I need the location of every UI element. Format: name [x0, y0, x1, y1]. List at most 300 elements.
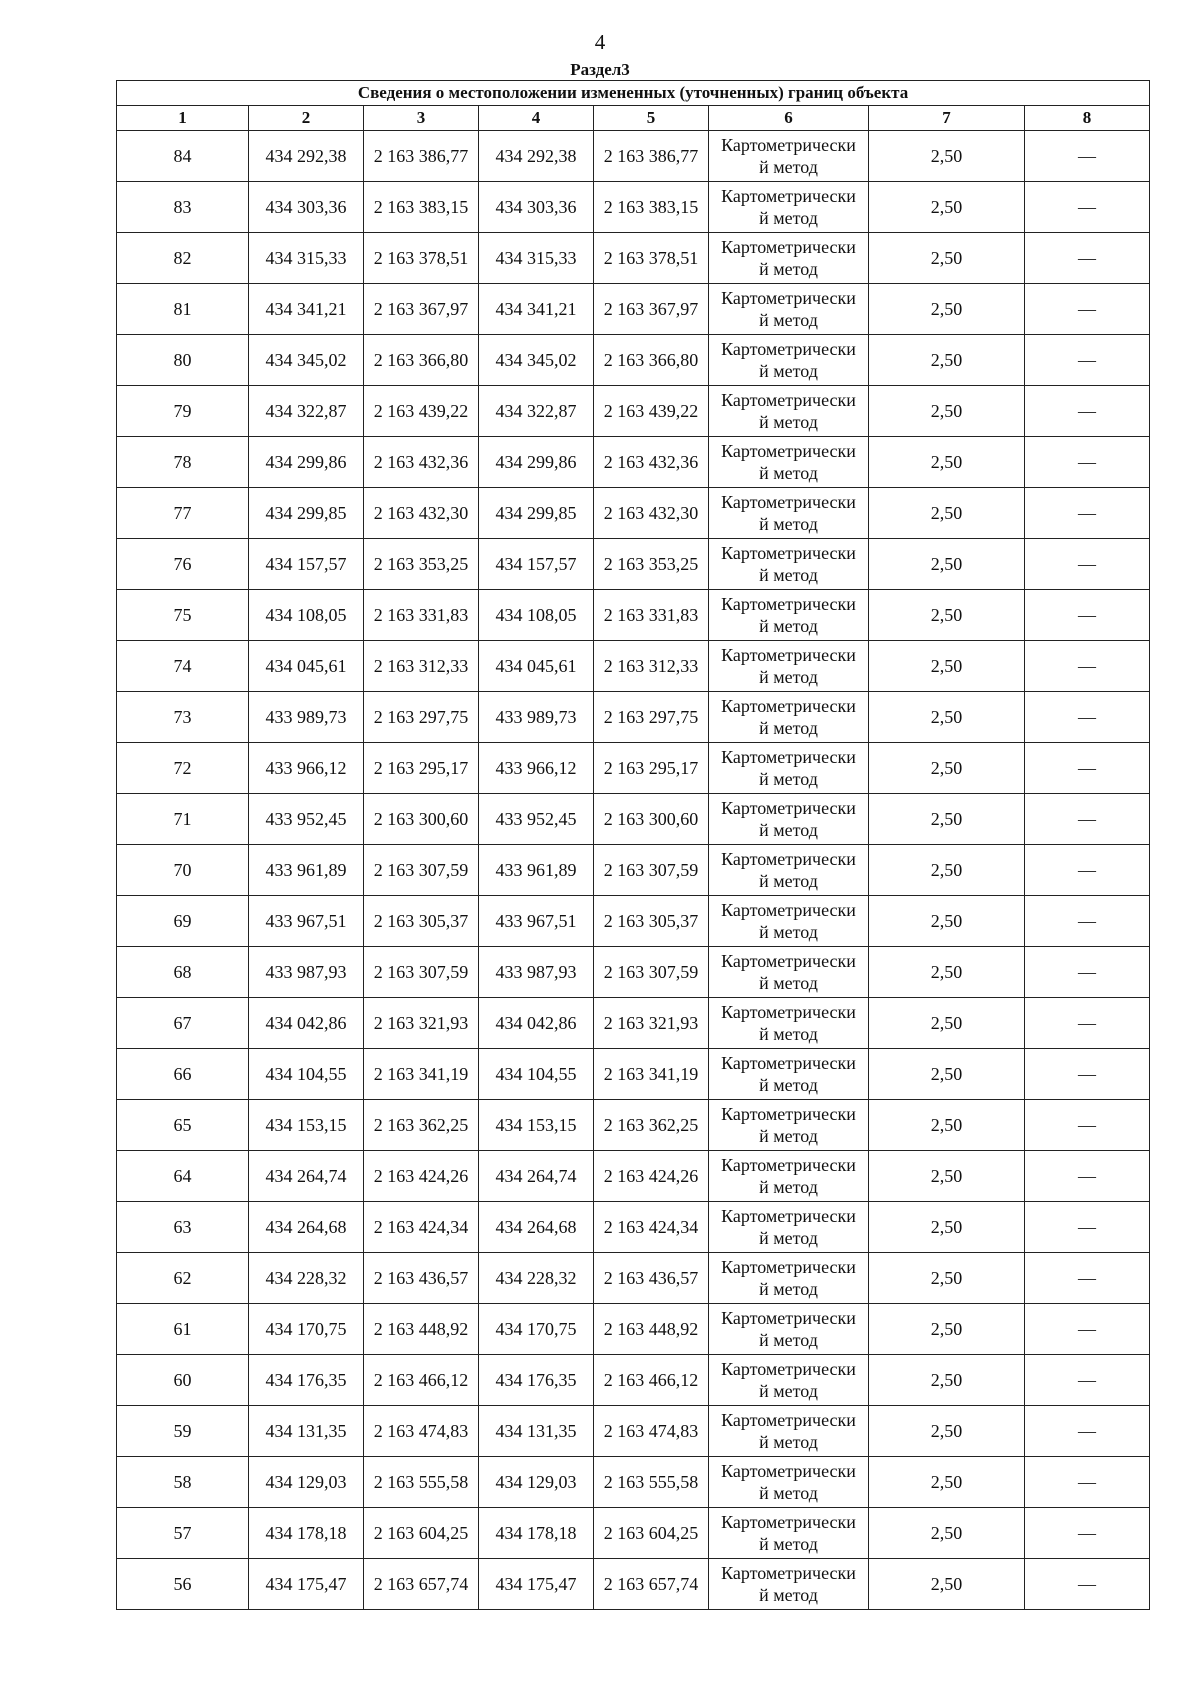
accuracy-cell: 2,50 [869, 1202, 1025, 1253]
description-cell: — [1025, 1304, 1150, 1355]
x-old-cell: 434 042,86 [249, 998, 364, 1049]
method-text-line-1: Картометрически [721, 696, 856, 716]
method-text-line-2: й метод [759, 157, 818, 177]
method-text-line-2: й метод [759, 514, 818, 534]
y-new-cell: 2 163 312,33 [594, 641, 709, 692]
x-new-cell: 434 228,32 [479, 1253, 594, 1304]
x-new-cell: 433 989,73 [479, 692, 594, 743]
accuracy-cell: 2,50 [869, 182, 1025, 233]
y-new-cell: 2 163 321,93 [594, 998, 709, 1049]
table-row [117, 131, 1150, 182]
y-new-cell: 2 163 439,22 [594, 386, 709, 437]
method-text-line-2: й метод [759, 871, 818, 891]
x-old-cell: 434 299,85 [249, 488, 364, 539]
method-text-line-2: й метод [759, 1585, 818, 1605]
description-cell: — [1025, 1508, 1150, 1559]
x-old-cell: 433 967,51 [249, 896, 364, 947]
point-number-cell: 79 [117, 386, 249, 437]
y-old-cell: 2 163 307,59 [364, 845, 479, 896]
method-text-line-1: Картометрически [721, 237, 856, 257]
point-number-cell: 75 [117, 590, 249, 641]
table-row [117, 998, 1150, 1049]
method-cell [709, 335, 869, 386]
point-number-cell: 62 [117, 1253, 249, 1304]
x-new-cell: 434 153,15 [479, 1100, 594, 1151]
y-new-cell: 2 163 432,30 [594, 488, 709, 539]
method-text-line-2: й метод [759, 565, 818, 585]
table-row [117, 692, 1150, 743]
method-text-line-2: й метод [759, 208, 818, 228]
method-cell [709, 1406, 869, 1457]
x-old-cell: 434 303,36 [249, 182, 364, 233]
method-text-line-1: Картометрически [721, 1206, 856, 1226]
column-number-1: 1 [117, 106, 249, 131]
method-cell [709, 1559, 869, 1610]
x-old-cell: 434 108,05 [249, 590, 364, 641]
accuracy-cell: 2,50 [869, 1151, 1025, 1202]
y-old-cell: 2 163 439,22 [364, 386, 479, 437]
accuracy-cell: 2,50 [869, 947, 1025, 998]
y-new-cell: 2 163 353,25 [594, 539, 709, 590]
point-number-cell: 59 [117, 1406, 249, 1457]
x-old-cell: 434 045,61 [249, 641, 364, 692]
accuracy-cell: 2,50 [869, 1508, 1025, 1559]
accuracy-cell: 2,50 [869, 335, 1025, 386]
method-text-line-1: Картометрически [721, 186, 856, 206]
method-text-line-2: й метод [759, 1534, 818, 1554]
description-cell: — [1025, 1100, 1150, 1151]
y-old-cell: 2 163 466,12 [364, 1355, 479, 1406]
y-old-cell: 2 163 300,60 [364, 794, 479, 845]
point-number-cell: 72 [117, 743, 249, 794]
method-cell [709, 1304, 869, 1355]
y-old-cell: 2 163 383,15 [364, 182, 479, 233]
y-old-cell: 2 163 604,25 [364, 1508, 479, 1559]
method-cell [709, 896, 869, 947]
method-cell [709, 1253, 869, 1304]
point-number-cell: 84 [117, 131, 249, 182]
description-cell: — [1025, 1202, 1150, 1253]
table-row [117, 233, 1150, 284]
point-number-cell: 78 [117, 437, 249, 488]
column-number-5: 5 [594, 106, 709, 131]
description-cell: — [1025, 284, 1150, 335]
x-new-cell: 433 967,51 [479, 896, 594, 947]
table-row [117, 896, 1150, 947]
point-number-cell: 56 [117, 1559, 249, 1610]
y-new-cell: 2 163 307,59 [594, 947, 709, 998]
accuracy-cell: 2,50 [869, 386, 1025, 437]
y-new-cell: 2 163 386,77 [594, 131, 709, 182]
method-text-line-2: й метод [759, 1381, 818, 1401]
accuracy-cell: 2,50 [869, 131, 1025, 182]
description-cell: — [1025, 998, 1150, 1049]
table-row [117, 1355, 1150, 1406]
method-text-line-1: Картометрически [721, 1359, 856, 1379]
table-row [117, 1049, 1150, 1100]
x-new-cell: 434 292,38 [479, 131, 594, 182]
column-number-3: 3 [364, 106, 479, 131]
method-text-line-1: Картометрически [721, 1563, 856, 1583]
x-old-cell: 433 966,12 [249, 743, 364, 794]
point-number-cell: 82 [117, 233, 249, 284]
accuracy-cell: 2,50 [869, 539, 1025, 590]
table-row [117, 590, 1150, 641]
table-row [117, 1457, 1150, 1508]
method-text-line-1: Картометрически [721, 1104, 856, 1124]
y-old-cell: 2 163 436,57 [364, 1253, 479, 1304]
column-number-8: 8 [1025, 106, 1150, 131]
method-text-line-2: й метод [759, 820, 818, 840]
y-old-cell: 2 163 295,17 [364, 743, 479, 794]
accuracy-cell: 2,50 [869, 845, 1025, 896]
y-new-cell: 2 163 436,57 [594, 1253, 709, 1304]
x-old-cell: 434 264,74 [249, 1151, 364, 1202]
description-cell: — [1025, 437, 1150, 488]
description-cell: — [1025, 1355, 1150, 1406]
accuracy-cell: 2,50 [869, 1559, 1025, 1610]
method-cell [709, 998, 869, 1049]
column-number-2: 2 [249, 106, 364, 131]
point-number-cell: 81 [117, 284, 249, 335]
accuracy-cell: 2,50 [869, 1304, 1025, 1355]
table-row [117, 1304, 1150, 1355]
table-row [117, 845, 1150, 896]
method-text-line-1: Картометрически [721, 1461, 856, 1481]
method-cell [709, 1049, 869, 1100]
y-new-cell: 2 163 448,92 [594, 1304, 709, 1355]
method-text-line-2: й метод [759, 412, 818, 432]
method-cell [709, 539, 869, 590]
y-new-cell: 2 163 474,83 [594, 1406, 709, 1457]
method-text-line-1: Картометрически [721, 645, 856, 665]
table-row [117, 1559, 1150, 1610]
method-text-line-2: й метод [759, 1432, 818, 1452]
x-new-cell: 434 341,21 [479, 284, 594, 335]
method-text-line-2: й метод [759, 1330, 818, 1350]
y-old-cell: 2 163 474,83 [364, 1406, 479, 1457]
method-cell [709, 1100, 869, 1151]
method-cell [709, 488, 869, 539]
x-old-cell: 434 341,21 [249, 284, 364, 335]
description-cell: — [1025, 1253, 1150, 1304]
x-old-cell: 433 952,45 [249, 794, 364, 845]
y-new-cell: 2 163 362,25 [594, 1100, 709, 1151]
y-old-cell: 2 163 657,74 [364, 1559, 479, 1610]
table-row [117, 1202, 1150, 1253]
y-old-cell: 2 163 424,34 [364, 1202, 479, 1253]
method-cell [709, 1508, 869, 1559]
accuracy-cell: 2,50 [869, 284, 1025, 335]
y-old-cell: 2 163 297,75 [364, 692, 479, 743]
y-old-cell: 2 163 448,92 [364, 1304, 479, 1355]
y-old-cell: 2 163 312,33 [364, 641, 479, 692]
accuracy-cell: 2,50 [869, 998, 1025, 1049]
point-number-cell: 76 [117, 539, 249, 590]
method-text-line-1: Картометрически [721, 1410, 856, 1430]
description-cell: — [1025, 1559, 1150, 1610]
x-new-cell: 434 264,68 [479, 1202, 594, 1253]
point-number-cell: 63 [117, 1202, 249, 1253]
x-new-cell: 434 175,47 [479, 1559, 594, 1610]
x-new-cell: 434 170,75 [479, 1304, 594, 1355]
y-old-cell: 2 163 307,59 [364, 947, 479, 998]
accuracy-cell: 2,50 [869, 743, 1025, 794]
method-cell [709, 1151, 869, 1202]
method-text-line-1: Картометрически [721, 1512, 856, 1532]
method-text-line-1: Картометрически [721, 492, 856, 512]
accuracy-cell: 2,50 [869, 1049, 1025, 1100]
method-text-line-2: й метод [759, 973, 818, 993]
x-new-cell: 434 042,86 [479, 998, 594, 1049]
x-new-cell: 434 315,33 [479, 233, 594, 284]
description-cell: — [1025, 692, 1150, 743]
method-text-line-1: Картометрически [721, 1155, 856, 1175]
description-cell: — [1025, 539, 1150, 590]
method-cell [709, 743, 869, 794]
x-new-cell: 434 157,57 [479, 539, 594, 590]
y-old-cell: 2 163 367,97 [364, 284, 479, 335]
y-old-cell: 2 163 353,25 [364, 539, 479, 590]
table-row [117, 1100, 1150, 1151]
method-text-line-1: Картометрически [721, 543, 856, 563]
x-new-cell: 434 108,05 [479, 590, 594, 641]
x-old-cell: 434 175,47 [249, 1559, 364, 1610]
table-row [117, 743, 1150, 794]
column-number-7: 7 [869, 106, 1025, 131]
table-row [117, 641, 1150, 692]
x-new-cell: 434 264,74 [479, 1151, 594, 1202]
point-number-cell: 80 [117, 335, 249, 386]
description-cell: — [1025, 335, 1150, 386]
method-cell [709, 692, 869, 743]
method-text-line-2: й метод [759, 1024, 818, 1044]
method-text-line-1: Картометрически [721, 1002, 856, 1022]
x-old-cell: 434 228,32 [249, 1253, 364, 1304]
description-cell: — [1025, 233, 1150, 284]
method-cell [709, 284, 869, 335]
method-text-line-2: й метод [759, 922, 818, 942]
method-text-line-1: Картометрически [721, 594, 856, 614]
x-old-cell: 434 170,75 [249, 1304, 364, 1355]
method-text-line-1: Картометрически [721, 849, 856, 869]
x-old-cell: 434 322,87 [249, 386, 364, 437]
method-cell [709, 1202, 869, 1253]
description-cell: — [1025, 947, 1150, 998]
y-old-cell: 2 163 555,58 [364, 1457, 479, 1508]
point-number-cell: 61 [117, 1304, 249, 1355]
description-cell: — [1025, 1457, 1150, 1508]
method-text-line-2: й метод [759, 718, 818, 738]
method-cell [709, 641, 869, 692]
x-old-cell: 434 176,35 [249, 1355, 364, 1406]
x-new-cell: 434 299,85 [479, 488, 594, 539]
y-new-cell: 2 163 424,26 [594, 1151, 709, 1202]
x-old-cell: 434 315,33 [249, 233, 364, 284]
method-text-line-2: й метод [759, 769, 818, 789]
y-new-cell: 2 163 331,83 [594, 590, 709, 641]
description-cell: — [1025, 590, 1150, 641]
accuracy-cell: 2,50 [869, 896, 1025, 947]
y-new-cell: 2 163 367,97 [594, 284, 709, 335]
x-new-cell: 433 987,93 [479, 947, 594, 998]
y-new-cell: 2 163 657,74 [594, 1559, 709, 1610]
description-cell: — [1025, 1151, 1150, 1202]
table-row [117, 947, 1150, 998]
method-text-line-1: Картометрически [721, 1053, 856, 1073]
method-text-line-2: й метод [759, 361, 818, 381]
table-row [117, 335, 1150, 386]
method-text-line-1: Картометрически [721, 1308, 856, 1328]
y-new-cell: 2 163 604,25 [594, 1508, 709, 1559]
method-cell [709, 386, 869, 437]
table-row [117, 386, 1150, 437]
y-old-cell: 2 163 362,25 [364, 1100, 479, 1151]
point-number-cell: 74 [117, 641, 249, 692]
accuracy-cell: 2,50 [869, 233, 1025, 284]
y-old-cell: 2 163 386,77 [364, 131, 479, 182]
column-number-4: 4 [479, 106, 594, 131]
method-text-line-2: й метод [759, 1126, 818, 1146]
accuracy-cell: 2,50 [869, 1100, 1025, 1151]
x-old-cell: 433 961,89 [249, 845, 364, 896]
y-new-cell: 2 163 366,80 [594, 335, 709, 386]
x-new-cell: 434 045,61 [479, 641, 594, 692]
point-number-cell: 67 [117, 998, 249, 1049]
y-new-cell: 2 163 378,51 [594, 233, 709, 284]
method-cell [709, 1457, 869, 1508]
table-row [117, 182, 1150, 233]
accuracy-cell: 2,50 [869, 1253, 1025, 1304]
x-old-cell: 434 292,38 [249, 131, 364, 182]
y-old-cell: 2 163 432,36 [364, 437, 479, 488]
y-old-cell: 2 163 305,37 [364, 896, 479, 947]
method-text-line-1: Картометрически [721, 339, 856, 359]
table-row [117, 1508, 1150, 1559]
point-number-cell: 68 [117, 947, 249, 998]
description-cell: — [1025, 845, 1150, 896]
x-old-cell: 434 129,03 [249, 1457, 364, 1508]
accuracy-cell: 2,50 [869, 692, 1025, 743]
x-new-cell: 434 176,35 [479, 1355, 594, 1406]
method-text-line-2: й метод [759, 667, 818, 687]
method-cell [709, 1355, 869, 1406]
method-text-line-2: й метод [759, 1483, 818, 1503]
x-old-cell: 433 987,93 [249, 947, 364, 998]
accuracy-cell: 2,50 [869, 590, 1025, 641]
y-new-cell: 2 163 383,15 [594, 182, 709, 233]
accuracy-cell: 2,50 [869, 794, 1025, 845]
method-text-line-1: Картометрически [721, 135, 856, 155]
y-old-cell: 2 163 378,51 [364, 233, 479, 284]
method-cell [709, 131, 869, 182]
table-row [117, 1151, 1150, 1202]
method-cell [709, 845, 869, 896]
y-old-cell: 2 163 424,26 [364, 1151, 479, 1202]
table-body [117, 131, 1150, 1610]
table-row [117, 539, 1150, 590]
method-cell [709, 233, 869, 284]
x-old-cell: 434 157,57 [249, 539, 364, 590]
method-text-line-1: Картометрически [721, 900, 856, 920]
y-new-cell: 2 163 555,58 [594, 1457, 709, 1508]
method-cell [709, 947, 869, 998]
method-text-line-2: й метод [759, 463, 818, 483]
description-cell: — [1025, 1049, 1150, 1100]
x-new-cell: 433 966,12 [479, 743, 594, 794]
accuracy-cell: 2,50 [869, 488, 1025, 539]
table-caption: Сведения о местоположении измененных (уточненных) границ объекта [117, 81, 1150, 106]
boundary-coordinates-table [116, 80, 1150, 1610]
method-text-line-2: й метод [759, 259, 818, 279]
accuracy-cell: 2,50 [869, 437, 1025, 488]
point-number-cell: 71 [117, 794, 249, 845]
method-text-line-2: й метод [759, 1177, 818, 1197]
description-cell: — [1025, 488, 1150, 539]
method-text-line-1: Картометрически [721, 441, 856, 461]
y-old-cell: 2 163 341,19 [364, 1049, 479, 1100]
x-new-cell: 434 178,18 [479, 1508, 594, 1559]
x-old-cell: 434 299,86 [249, 437, 364, 488]
point-number-cell: 77 [117, 488, 249, 539]
method-text-line-1: Картометрически [721, 798, 856, 818]
x-new-cell: 434 345,02 [479, 335, 594, 386]
method-cell [709, 182, 869, 233]
x-new-cell: 434 131,35 [479, 1406, 594, 1457]
point-number-cell: 57 [117, 1508, 249, 1559]
point-number-cell: 65 [117, 1100, 249, 1151]
method-text-line-2: й метод [759, 1279, 818, 1299]
x-old-cell: 433 989,73 [249, 692, 364, 743]
method-text-line-1: Картометрически [721, 1257, 856, 1277]
page-number: 4 [594, 30, 606, 54]
y-new-cell: 2 163 341,19 [594, 1049, 709, 1100]
point-number-cell: 60 [117, 1355, 249, 1406]
accuracy-cell: 2,50 [869, 1406, 1025, 1457]
description-cell: — [1025, 1406, 1150, 1457]
column-number-6: 6 [709, 106, 869, 131]
x-old-cell: 434 264,68 [249, 1202, 364, 1253]
method-text-line-2: й метод [759, 1228, 818, 1248]
y-new-cell: 2 163 432,36 [594, 437, 709, 488]
x-old-cell: 434 153,15 [249, 1100, 364, 1151]
method-cell [709, 437, 869, 488]
x-old-cell: 434 345,02 [249, 335, 364, 386]
y-old-cell: 2 163 366,80 [364, 335, 479, 386]
y-old-cell: 2 163 331,83 [364, 590, 479, 641]
method-text-line-2: й метод [759, 616, 818, 636]
table-row [117, 1406, 1150, 1457]
table-row [117, 794, 1150, 845]
section-title: Раздел3 [570, 60, 630, 79]
x-old-cell: 434 104,55 [249, 1049, 364, 1100]
description-cell: — [1025, 386, 1150, 437]
description-cell: — [1025, 794, 1150, 845]
method-text-line-1: Картометрически [721, 390, 856, 410]
table-row [117, 1253, 1150, 1304]
x-new-cell: 434 104,55 [479, 1049, 594, 1100]
accuracy-cell: 2,50 [869, 1355, 1025, 1406]
x-new-cell: 433 952,45 [479, 794, 594, 845]
accuracy-cell: 2,50 [869, 1457, 1025, 1508]
method-cell [709, 794, 869, 845]
x-new-cell: 434 303,36 [479, 182, 594, 233]
y-old-cell: 2 163 432,30 [364, 488, 479, 539]
y-new-cell: 2 163 300,60 [594, 794, 709, 845]
y-new-cell: 2 163 297,75 [594, 692, 709, 743]
method-cell [709, 590, 869, 641]
table-row [117, 284, 1150, 335]
